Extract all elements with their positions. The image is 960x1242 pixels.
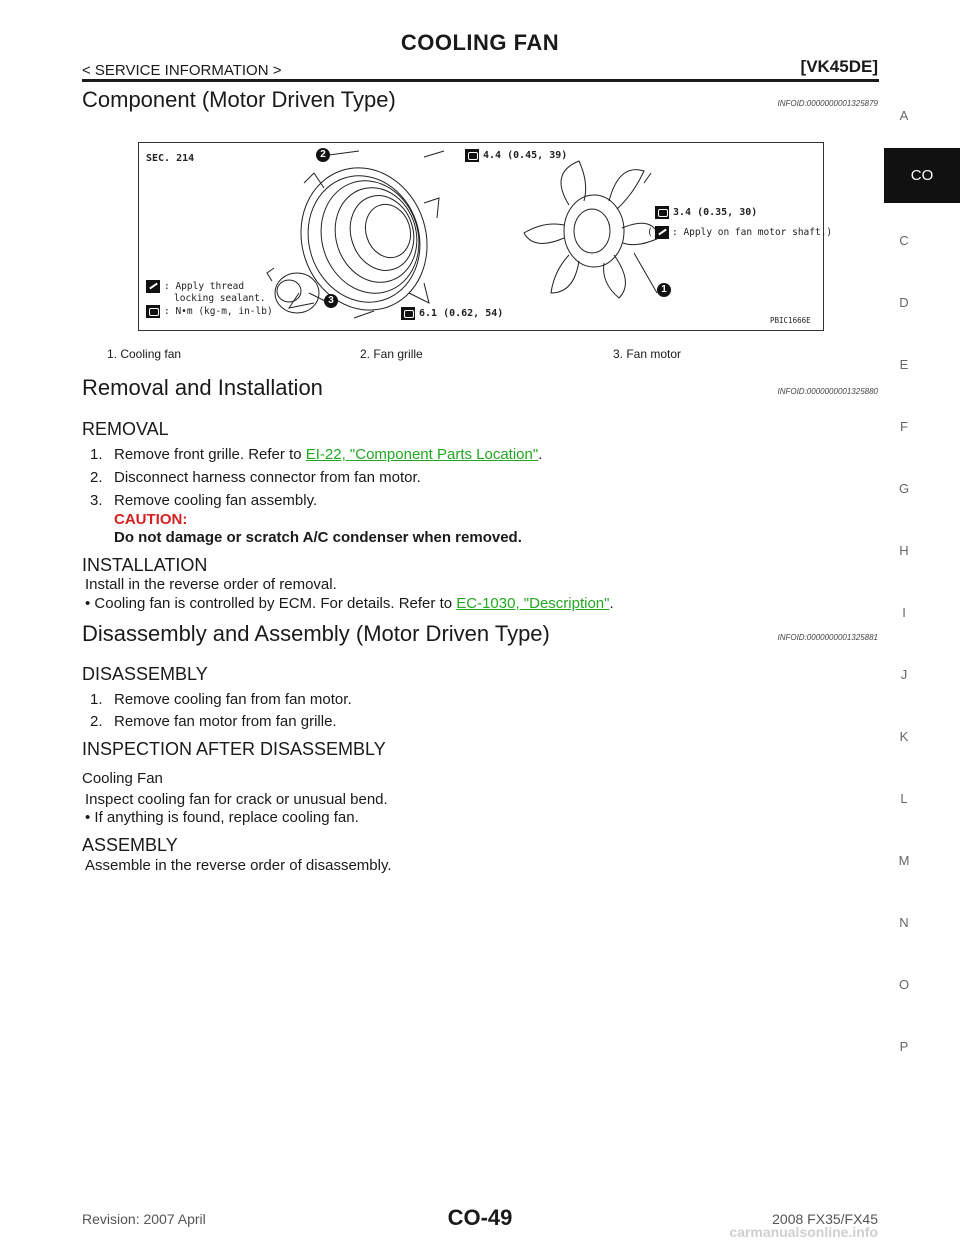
info-id: INFOID:0000000001325879 bbox=[777, 99, 878, 108]
caution-label: CAUTION: bbox=[114, 511, 188, 528]
step-text: Remove front grille. Refer to bbox=[114, 446, 306, 463]
step-number: 2. bbox=[90, 713, 103, 730]
side-index-letter[interactable]: O bbox=[898, 977, 910, 992]
footer-page-number: CO-49 bbox=[447, 1205, 513, 1230]
installation-bullet bbox=[85, 594, 614, 613]
legend-thread-line1: : Apply thread bbox=[164, 281, 245, 292]
installation-line: Install in the reverse order of removal. bbox=[85, 576, 337, 593]
torque-icon bbox=[401, 307, 415, 320]
callout-2: 2 bbox=[316, 148, 330, 162]
torque-spec-right: 3.4 (0.35, 30) bbox=[673, 207, 758, 218]
link-ei-22[interactable]: EI-22, "Component Parts Location" bbox=[305, 446, 539, 463]
heading-removal: REMOVAL bbox=[82, 419, 169, 439]
step-number: 1. bbox=[90, 691, 103, 708]
step-number: 2. bbox=[90, 469, 103, 486]
locking-sealant-icon bbox=[655, 226, 669, 239]
callout-3: 3 bbox=[324, 294, 338, 308]
removal-step-3 bbox=[90, 491, 317, 510]
inspection-bullet: • If anything is found, replace cooling fan. bbox=[85, 809, 359, 826]
heading-assembly: ASSEMBLY bbox=[82, 835, 178, 855]
step-text: Remove fan motor from fan grille. bbox=[114, 713, 337, 730]
side-index-letter[interactable]: M bbox=[898, 853, 910, 868]
side-index-letter[interactable]: J bbox=[900, 667, 908, 682]
heading-disassembly: DISASSEMBLY bbox=[82, 664, 208, 684]
torque-spec-bottom: 6.1 (0.62, 54) bbox=[419, 308, 504, 319]
watermark: carmanualsonline.info bbox=[729, 1224, 878, 1240]
step-text: Remove cooling fan from fan motor. bbox=[114, 691, 352, 708]
bullet-text: • Cooling fan is controlled by ECM. For details. Refer to bbox=[85, 595, 457, 612]
removal-step-1 bbox=[90, 445, 542, 464]
torque-icon bbox=[655, 206, 669, 219]
side-index-letter[interactable]: N bbox=[899, 915, 909, 930]
section-breadcrumb: < SERVICE INFORMATION > bbox=[82, 62, 282, 79]
heading-installation: INSTALLATION bbox=[82, 555, 208, 575]
side-index-letter[interactable]: G bbox=[898, 481, 910, 496]
step-text: Remove cooling fan assembly. bbox=[114, 492, 318, 509]
section-title-removal-installation: Removal and Installation bbox=[82, 375, 323, 400]
disassembly-step-2 bbox=[90, 712, 337, 731]
legend-thread-line2: locking sealant. bbox=[174, 293, 266, 304]
side-index-letter[interactable]: P bbox=[899, 1039, 909, 1054]
footer-revision: Revision: 2007 April bbox=[82, 1211, 206, 1227]
info-id: INFOID:0000000001325881 bbox=[777, 633, 878, 642]
side-index-letter[interactable]: C bbox=[899, 233, 909, 248]
component-diagram bbox=[138, 142, 833, 331]
side-index-letter[interactable]: I bbox=[902, 605, 906, 620]
side-index-active-tab[interactable]: CO bbox=[884, 148, 960, 203]
legend-item: 1. Cooling fan bbox=[107, 347, 182, 361]
section-title-component: Component (Motor Driven Type) bbox=[82, 87, 396, 112]
caution-text: Do not damage or scratch A/C condenser when removed. bbox=[114, 529, 522, 546]
callout-1: 1 bbox=[657, 283, 671, 297]
bullet-end: . bbox=[609, 595, 614, 612]
inspection-line: Inspect cooling fan for crack or unusual bend. bbox=[85, 791, 388, 808]
assembly-line: Assemble in the reverse order of disassembly. bbox=[85, 857, 392, 874]
figure-sec-label: SEC. 214 bbox=[146, 153, 195, 164]
page-header-title: COOLING FAN bbox=[400, 30, 560, 55]
side-index-letter[interactable]: A bbox=[899, 108, 909, 123]
section-title-disassembly-assembly: Disassembly and Assembly (Motor Driven Type) bbox=[82, 621, 550, 646]
subheading-cooling-fan: Cooling Fan bbox=[82, 770, 163, 787]
torque-icon bbox=[465, 149, 479, 162]
torque-note-text: : Apply on fan motor shaft.) bbox=[672, 227, 833, 238]
side-index-letter[interactable]: E bbox=[899, 357, 909, 372]
legend-item: 2. Fan grille bbox=[360, 347, 423, 361]
locking-sealant-icon bbox=[146, 280, 160, 293]
torque-icon bbox=[146, 305, 160, 318]
legend-torque-units: : N•m (kg-m, in-lb) bbox=[164, 306, 273, 317]
side-index-letter[interactable]: L bbox=[900, 791, 908, 806]
side-index-letter[interactable]: H bbox=[899, 543, 909, 558]
side-index-letter[interactable]: F bbox=[900, 419, 908, 434]
torque-spec-top: 4.4 (0.45, 39) bbox=[483, 150, 568, 161]
figure-code: PBIC1666E bbox=[770, 316, 811, 325]
step-text: Disconnect harness connector from fan motor. bbox=[114, 469, 421, 486]
step-number: 1. bbox=[90, 446, 103, 463]
disassembly-step-1 bbox=[90, 690, 352, 709]
legend-item: 3. Fan motor bbox=[613, 347, 682, 361]
step-end: . bbox=[538, 446, 543, 463]
step-number: 3. bbox=[90, 492, 103, 509]
torque-note-paren: ( bbox=[647, 227, 653, 238]
link-ec-1030[interactable]: EC-1030, "Description" bbox=[456, 595, 610, 612]
heading-inspection: INSPECTION AFTER DISASSEMBLY bbox=[82, 739, 386, 759]
side-index-letter[interactable]: D bbox=[899, 295, 909, 310]
removal-step-2 bbox=[90, 468, 421, 487]
info-id: INFOID:0000000001325880 bbox=[777, 387, 878, 396]
engine-label: [VK45DE] bbox=[800, 57, 878, 76]
header-divider bbox=[82, 79, 879, 82]
side-index-letter[interactable]: K bbox=[899, 729, 909, 744]
footer-model: 2008 FX35/FX45 bbox=[772, 1211, 878, 1227]
